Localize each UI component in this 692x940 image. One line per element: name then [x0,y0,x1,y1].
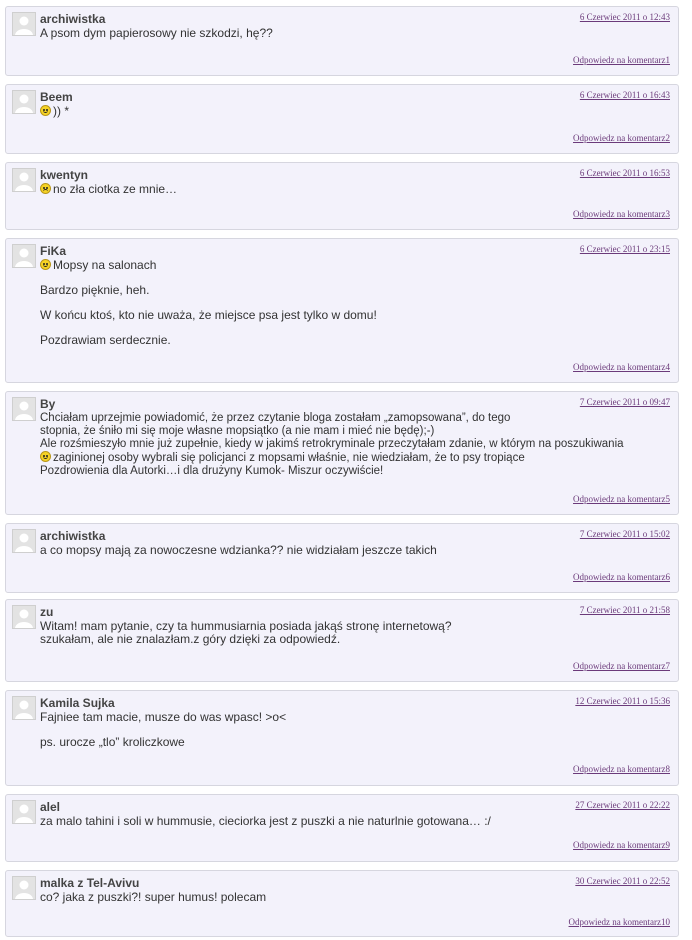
comment [5,794,679,862]
reply-link[interactable]: Odpowiedz na komentarz3 [573,209,670,219]
avatar [12,529,36,553]
avatar [12,605,36,629]
comment-date[interactable]: 7 Czerwiec 2011 o 21:58 [579,605,670,615]
comment-text: ps. urocze „tlo” kroliczkowe [40,735,185,749]
comment-body [40,412,670,478]
comment-date[interactable]: 12 Czerwiec 2011 o 15:36 [575,696,670,706]
comment-text: no zła ciotka ze mnie… [53,182,178,196]
comment [5,84,679,154]
comment-body [40,544,670,569]
comment-author[interactable]: kwentyn [40,168,89,182]
comment-date[interactable]: 7 Czerwiec 2011 o 15:02 [579,529,670,539]
comment-date[interactable]: 7 Czerwiec 2011 o 09:47 [579,397,670,407]
comment [5,523,679,593]
reply-link[interactable]: Odpowiedz na komentarz5 [573,494,670,504]
avatar [12,168,36,192]
comment-body [40,183,670,208]
smile-emoji-icon [40,105,51,116]
avatar [12,696,36,720]
comment-text: A psom dym papierosowy nie szkodzi, hę?? [40,26,273,40]
comment [5,238,679,383]
comment-date[interactable]: 6 Czerwiec 2011 o 23:15 [579,244,670,254]
comment-body [40,711,670,761]
comment-author[interactable]: Kamila Sujka [40,696,115,710]
comment-text: Chciałam uprzejmie powiadomić, że przez czytanie bloga zostałam „zamopsowana”, do tego [40,412,511,424]
comment-body [40,259,670,359]
comment [5,6,679,76]
avatar [12,800,36,824]
comment [5,599,679,682]
comment-date[interactable]: 6 Czerwiec 2011 o 12:43 [579,12,670,22]
comment-text: a co mopsy mają za nowoczesne wdzianka?? nie widziałam jeszcze takich [40,543,437,557]
comment-author[interactable]: FiKa [40,244,67,258]
avatar [12,244,36,268]
comment-author[interactable]: malka z Tel-Avivu [40,876,140,890]
comment-text: Pozdrawiam serdecznie. [40,333,171,347]
reply-link[interactable]: Odpowiedz na komentarz8 [573,764,670,774]
comment-body [40,27,670,52]
comment [5,162,679,230]
reply-link[interactable]: Odpowiedz na komentarz9 [573,840,670,850]
sad-emoji-icon [40,183,51,194]
reply-link[interactable]: Odpowiedz na komentarz7 [573,661,670,671]
comment-text: Mopsy na salonach [53,258,157,272]
smile-emoji-icon [40,451,51,462]
comment-text: Bardzo pięknie, heh. [40,283,150,297]
comment-author[interactable]: zu [40,605,54,619]
comment [5,690,679,786]
comment-text: W końcu ktoś, kto nie uważa, że miejsce psa jest tylko w domu! [40,308,377,322]
comment-date[interactable]: 27 Czerwiec 2011 o 22:22 [575,800,670,810]
comment-body [40,620,670,646]
reply-link[interactable]: Odpowiedz na komentarz4 [573,362,670,372]
reply-link[interactable]: Odpowiedz na komentarz6 [573,572,670,582]
comment-body [40,891,670,916]
comment [5,870,679,937]
comment-author[interactable]: Beem [40,90,73,104]
avatar [12,12,36,36]
avatar [12,90,36,114]
comment-text: )) * [53,104,69,118]
comment-text: stopnia, że śniło mi się moje własne mopsiątko (a nie mam i mieć nie będę);-) [40,425,435,437]
comment-date[interactable]: 30 Czerwiec 2011 o 22:52 [575,876,670,886]
comment-author[interactable]: archiwistka [40,12,106,26]
comment-body [40,105,670,130]
comment-author[interactable]: By [40,397,56,411]
comment-date[interactable]: 6 Czerwiec 2011 o 16:43 [579,90,670,100]
comment-text: co? jaka z puszki?! super humus! polecam [40,890,267,904]
comment-text: szukałam, ale nie znalazłam.z góry dzięki za odpowiedź. [40,632,341,646]
comment-text: Pozdrowienia dla Autorki…i dla drużyny Kumok- Miszur oczywiście! [40,465,384,477]
avatar [12,876,36,900]
reply-link[interactable]: Odpowiedz na komentarz2 [573,133,670,143]
reply-link[interactable]: Odpowiedz na komentarz1 [573,55,670,65]
avatar [12,397,36,421]
comment-date[interactable]: 6 Czerwiec 2011 o 16:53 [579,168,670,178]
comment [5,391,679,515]
comment-author[interactable]: alel [40,800,61,814]
reply-link[interactable]: Odpowiedz na komentarz10 [568,917,670,927]
comment-text: Witam! mam pytanie, czy ta hummusiarnia posiada jakąś stronę internetową? [40,619,452,633]
comment-text: Ale rozśmieszyło mnie już zupełnie, kiedy w jakimś retrokryminale przeczytałam zdanie, w którym na poszukiwania [40,438,624,450]
comment-author[interactable]: archiwistka [40,529,106,543]
comment-body [40,815,670,840]
wink-emoji-icon [40,259,51,270]
comment-text: zaginionej osoby wybrali się policjanci z mopsami właśnie, nie wiedziałam, że to psy tropiące [53,452,525,464]
comment-text: Fajniee tam macie, musze do was wpasc! >o< [40,710,287,724]
comment-text: za malo tahini i soli w hummusie, cieciorka jest z puszki a nie naturlnie gotowana… :/ [40,814,491,828]
